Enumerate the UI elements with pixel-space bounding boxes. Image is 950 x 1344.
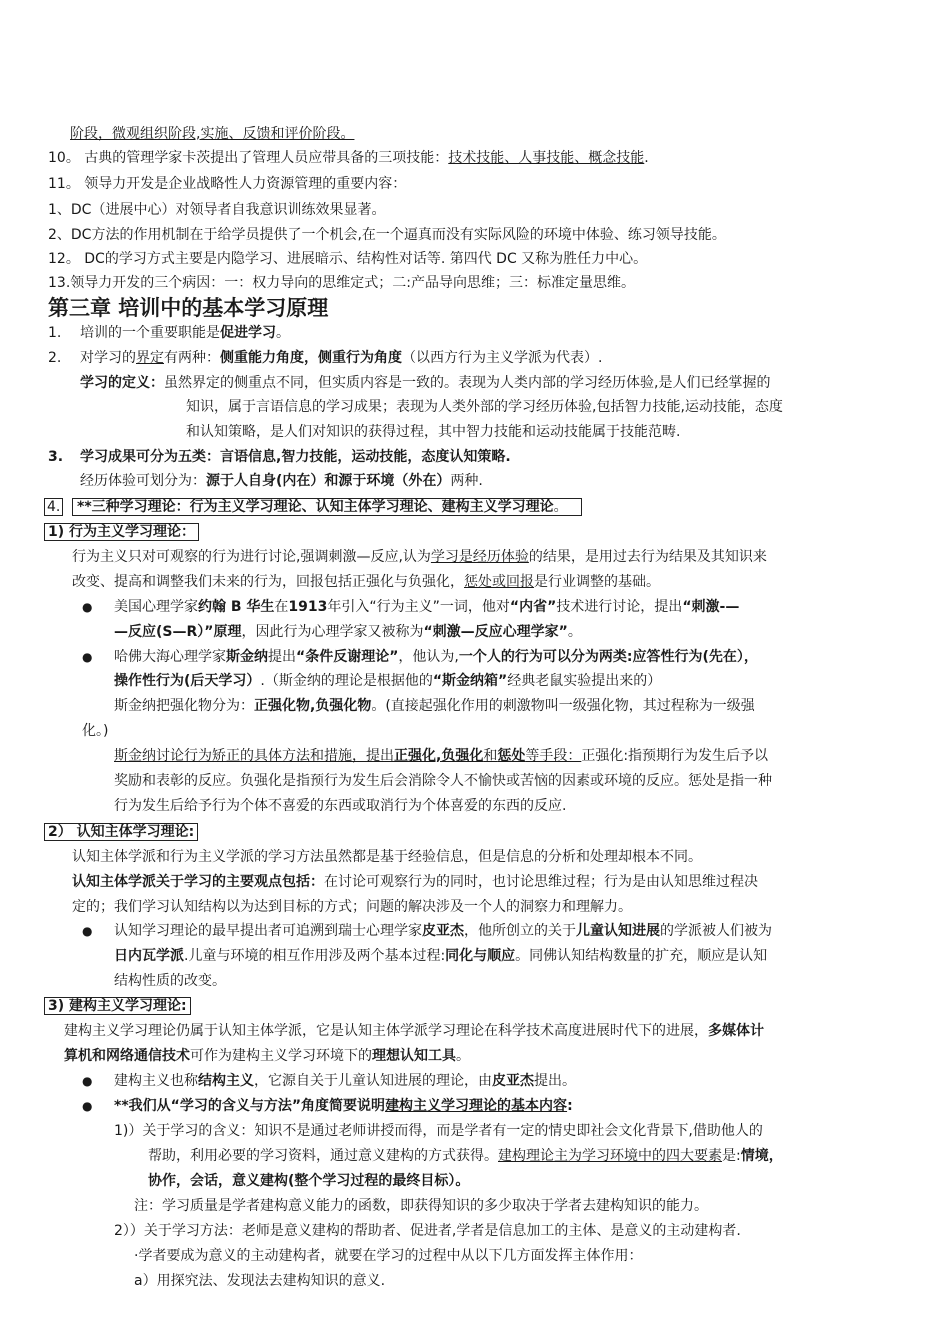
section-heading: 1) 行为主义学习理论： (44, 522, 199, 542)
text-line: 2、DC方法的作用机制在于给学员提供了一个机会,在一个逼真而没有实际风险的环境中体验、练习领导技能。 (48, 227, 726, 243)
bullet-icon: ● (82, 924, 93, 938)
boxed-heading: **三种学习理论：行为主义学习理论、认知主体学习理论、建构主义学习理论。 (72, 497, 582, 517)
text-line: 美国心理学家约翰 B 华生在1913年引入“行为主义”一词，他对“内省”技术进行讨论，提出“刺激-— (114, 599, 740, 615)
bullet-icon: ● (82, 600, 93, 614)
text-line: 改变、提高和调整我们未来的行为，回报包括正强化与负强化，惩处或回报是行业调整的基础。 (72, 574, 660, 590)
text-line: 1)）关于学习的含义：知识不是通过老师讲授而得，而是学者有一定的情史即社会文化背景下,借助他人的 (114, 1123, 763, 1139)
text-line: a）用探究法、发现法去建构知识的意义. (134, 1273, 386, 1289)
text-line: 斯金纳把强化物分为：正强化物,负强化物。(直接起强化作用的刺激物叫一级强化物，其过程称为一级强 (114, 698, 755, 714)
list-number: 3. (48, 449, 64, 465)
text-line: 化。) (82, 723, 109, 739)
text-line: 知识，属于言语信息的学习成果；表现为人类外部的学习经历体验,包括智力技能,运动技能，态度 (186, 399, 783, 415)
text-line: 帮助，利用必要的学习资料，通过意义建构的方式获得。建构理论主为学习环境中的四大要素是:情境， (148, 1148, 783, 1164)
text-line: 操作性行为(后天学习）.（斯金纳的理论是根据他的“斯金纳箱”经典老鼠实验提出来的） (114, 673, 662, 689)
text-line: 认知学习理论的最早提出者可追溯到瑞士心理学家皮亚杰，他所创立的关于儿童认知进展的学派被人们被为 (114, 923, 772, 939)
text-line: 13.领导力开发的三个病因：一：权力导向的思维定式；二:产品导向思维；三：标准定量思维。 (48, 275, 635, 291)
text-line: —反应(S—R）”原理，因此行为心理学家又被称为“刺激—反应心理学家”。 (114, 624, 582, 640)
text-line: 和认知策略，是人们对知识的获得过程，其中智力技能和运动技能属于技能范畴. (186, 424, 681, 440)
text-line: 经历体验可划分为：源于人自身(内在）和源于环境（外在）两种. (80, 473, 483, 489)
bullet-icon: ● (82, 1099, 93, 1113)
text-line: 行为主义只对可观察的行为进行讨论,强调刺激—反应,认为学习是经历体验的结果，是用过去行为结果及其知识来 (72, 549, 767, 565)
chapter-heading: 第三章 培训中的基本学习原理 (48, 296, 329, 320)
text-line: 阶段，微观组织阶段,实施、反馈和评价阶段。 (70, 126, 355, 142)
bullet-icon: ● (82, 1074, 93, 1088)
text-line: 10。 古典的管理学家卡茨提出了管理人员应带具备的三项技能：技术技能、人事技能、概念技能. (48, 150, 649, 166)
text-line: 12。 DC的学习方式主要是内隐学习、进展暗示、结构性对话等. 第四代 DC 又称为胜任力中心。 (48, 251, 648, 267)
bullet-icon: ● (82, 650, 93, 664)
text-line: 学习成果可分为五类：言语信息,智力技能，运动技能，态度认知策略. (80, 449, 511, 465)
text-line: 日内瓦学派.儿童与环境的相互作用涉及两个基本过程:同化与顺应。同佛认知结构数量的扩充，顺应是认知 (114, 948, 768, 964)
list-number: 2. (48, 350, 62, 366)
text-line: **我们从“学习的含义与方法”角度简要说明建构主义学习理论的基本内容: (114, 1098, 573, 1114)
text-line: 注：学习质量是学者建构意义能力的函数，即获得知识的多少取决于学者去建构知识的能力。 (134, 1198, 708, 1214)
text-line: 学习的定义：虽然界定的侧重点不同，但实质内容是一致的。表现为人类内部的学习经历体验,是人们已经掌握的 (80, 375, 771, 391)
text-line: 2））关于学习方法：老师是意义建构的帮助者、促进者,学者是信息加工的主体、是意义的主动建构者. (114, 1223, 741, 1239)
section-heading: 3) 建构主义学习理论: (44, 996, 191, 1016)
text-line: 11。 领导力开发是企业战略性人力资源管理的重要内容： (48, 176, 407, 192)
text-line: 算机和网络通信技术可作为建构主义学习环境下的理想认知工具。 (64, 1048, 470, 1064)
list-number: 4. (44, 497, 63, 517)
section-heading: 2） 认知主体学习理论: (44, 822, 198, 842)
text-line: 认知主体学派和行为主义学派的学习方法虽然都是基于经验信息，但是信息的分析和处理却根本不同。 (72, 849, 702, 865)
text-line: 斯金纳讨论行为矫正的具体方法和措施，提出正强化,负强化和惩处等手段：正强化:指预期行为发生后予以 (114, 748, 769, 764)
text-line: 奖励和表彰的反应。负强化是指预行为发生后会消除令人不愉快或苦恼的因素或环境的反应。惩处是指一种 (114, 773, 772, 789)
text-line: 协作，会话，意义建构(整个学习过程的最终目标）。 (148, 1173, 470, 1189)
text-line: 哈佛大海心理学家斯金纳提出“条件反谢理论”，他认为,一个人的行为可以分为两类:应答性行为(先在）， (114, 649, 758, 665)
text-line: 建构主义也称结构主义，它源自关于儿童认知进展的理论，由皮亚杰提出。 (114, 1073, 576, 1089)
text-line: 定的；我们学习认知结构以为达到目标的方式；问题的解决涉及一个人的洞察力和理解力。 (72, 899, 632, 915)
text-line: 1、DC（进展中心）对领导者自我意识训练效果显著。 (48, 202, 386, 218)
text-line: 对学习的界定有两种：侧重能力角度，侧重行为角度（以西方行为主义学派为代表）. (80, 350, 603, 366)
text-line: 行为发生后给予行为个体不喜爱的东西或取消行为个体喜爱的东西的反应. (114, 798, 567, 814)
text-line: ·学者要成为意义的主动建构者，就要在学习的过程中从以下几方面发挥主体作用： (134, 1248, 643, 1264)
text-line: 认知主体学派关于学习的主要观点包括：在讨论可观察行为的同时，也讨论思维过程；行为是由认知思维过程决 (72, 874, 758, 890)
list-number: 1. (48, 325, 62, 341)
text-line: 结构性质的改变。 (114, 973, 226, 989)
text-line: 建构主义学习理论仍属于认知主体学派，它是认知主体学派学习理论在科学技术高度进展时代下的进展，多媒体计 (64, 1023, 764, 1039)
text-line: 培训的一个重要职能是促进学习。 (80, 325, 290, 341)
